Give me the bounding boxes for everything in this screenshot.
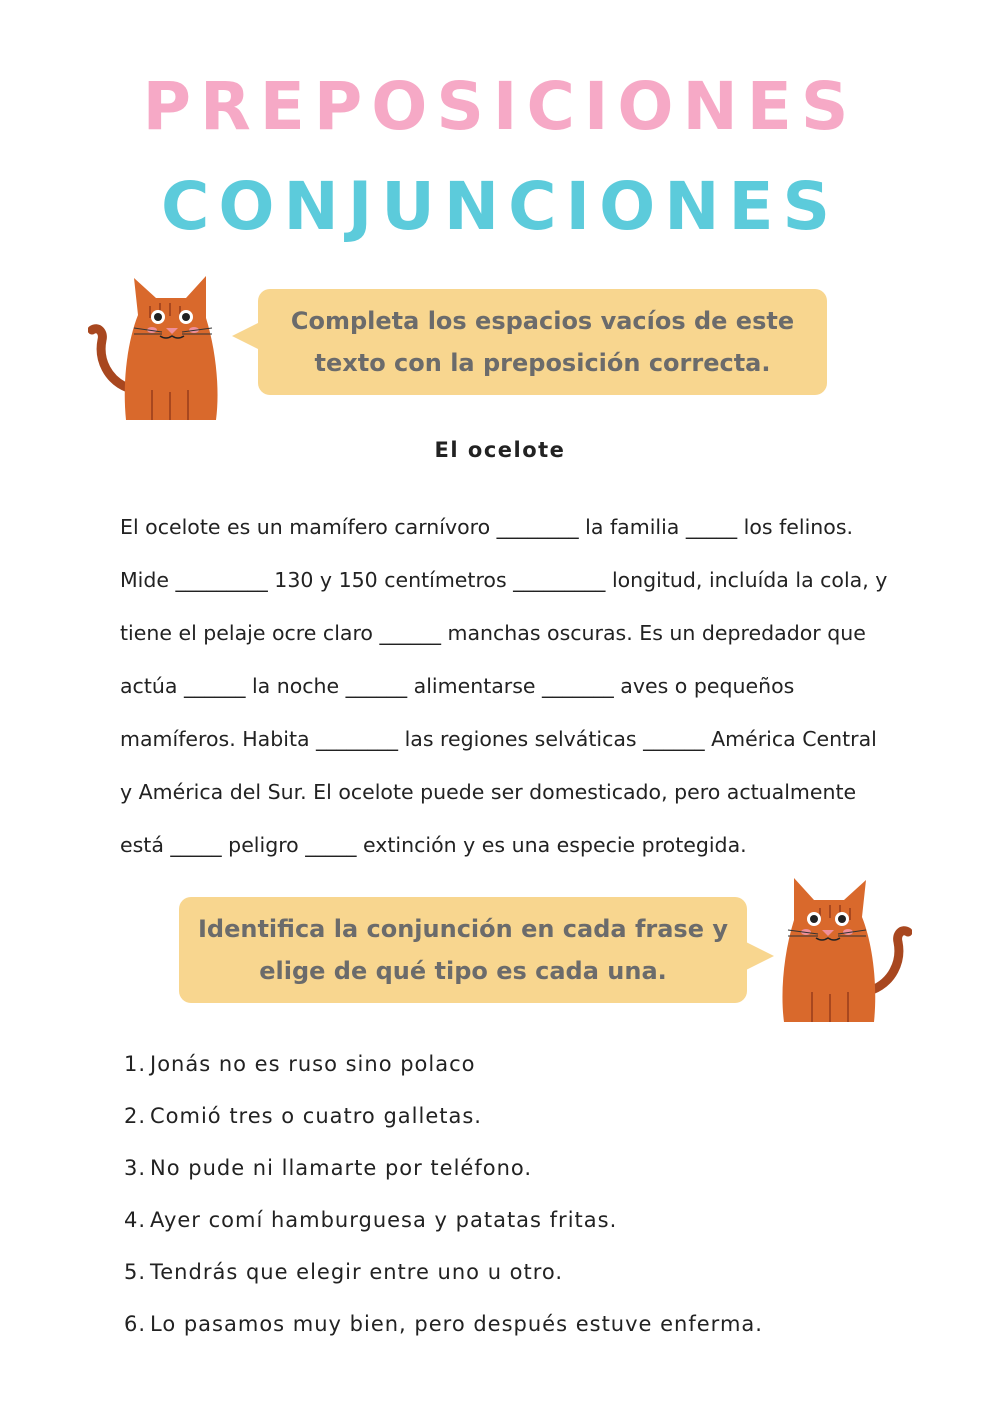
list-item: [124, 1246, 944, 1298]
passage-line: El ocelote es un mamífero carnívoro ________ la familia _____ los felinos.: [120, 515, 854, 539]
list-item: [124, 1142, 944, 1194]
item-text: Ayer comí hamburguesa y patatas fritas.: [150, 1208, 618, 1232]
title-conjunciones: CONJUNCIONES: [160, 168, 840, 245]
item-text: Lo pasamos muy bien, pero después estuve enferma.: [150, 1312, 763, 1336]
passage-line: actúa ______ la noche ______ alimentarse _______ aves o pequeños: [120, 674, 795, 698]
item-number: 5.: [124, 1260, 147, 1284]
title-preposiciones: PREPOSICIONES: [142, 68, 858, 145]
speech-bubble-tail: [232, 322, 260, 350]
item-number: 1.: [124, 1052, 147, 1076]
item-text: Comió tres o cuatro galletas.: [150, 1104, 482, 1128]
instruction-text: Completa los espacios vacíos de este texto con la preposición correcta.: [290, 307, 795, 377]
item-number: 3.: [124, 1156, 147, 1180]
instruction-bubble-conjunctions: [179, 897, 747, 1003]
passage-line: mamíferos. Habita ________ las regiones selváticas ______ América Central: [120, 727, 877, 751]
passage-title: El ocelote: [434, 438, 566, 462]
passage-line: tiene el pelaje ocre claro ______ manchas oscuras. Es un depredador que: [120, 621, 866, 645]
cat-illustration-icon: [88, 270, 228, 430]
list-item: [124, 1090, 944, 1142]
speech-bubble-tail: [746, 942, 774, 970]
item-text: Jonás no es ruso sino polaco: [150, 1052, 476, 1076]
fill-in-passage: [120, 501, 960, 872]
instruction-bubble-prepositions: [258, 289, 827, 395]
item-number: 4.: [124, 1208, 147, 1232]
list-item: [124, 1298, 944, 1350]
passage-line: está _____ peligro _____ extinción y es una especie protegida.: [120, 833, 747, 857]
instruction-text: Identifica la conjunción en cada frase y elige de qué tipo es cada una.: [197, 915, 728, 985]
item-number: 2.: [124, 1104, 147, 1128]
item-number: 6.: [124, 1312, 147, 1336]
passage-line: y América del Sur. El ocelote puede ser domesticado, pero actualmente: [120, 780, 857, 804]
list-item: [124, 1194, 944, 1246]
cat-illustration-icon: [772, 872, 912, 1032]
item-text: Tendrás que elegir entre uno u otro.: [150, 1260, 564, 1284]
passage-line: Mide _________ 130 y 150 centímetros _________ longitud, incluída la cola, y: [120, 568, 888, 592]
item-text: No pude ni llamarte por teléfono.: [150, 1156, 533, 1180]
list-item: [124, 1038, 944, 1090]
conjunction-sentences-list: [124, 1038, 944, 1350]
